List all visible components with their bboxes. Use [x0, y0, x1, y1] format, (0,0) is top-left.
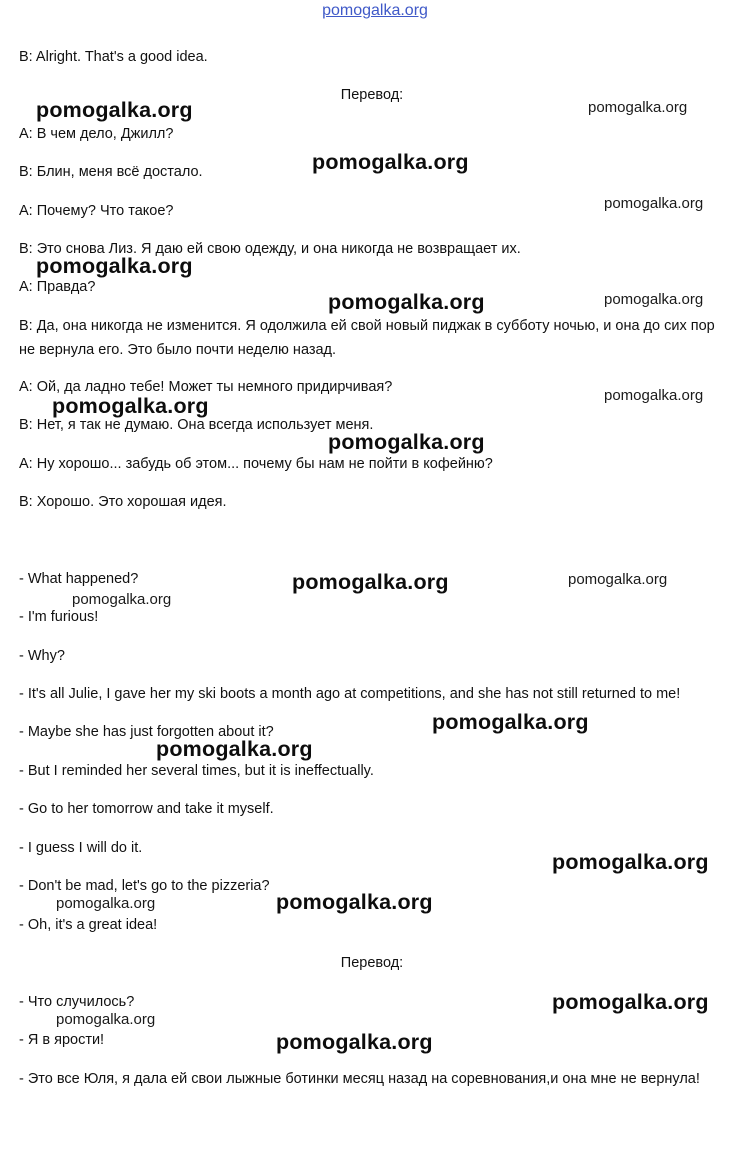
- dialogue-line: - Don't be mad, let's go to the pizzeria?: [19, 878, 270, 894]
- watermark: pomogalka.org: [36, 254, 193, 278]
- watermark: pomogalka.org: [328, 290, 485, 314]
- watermark: pomogalka.org: [156, 737, 313, 761]
- dialogue-line: - Go to her tomorrow and take it myself.: [19, 801, 274, 817]
- site-header-link[interactable]: pomogalka.org: [322, 2, 428, 19]
- dialogue-line: - Это все Юля, я дала ей свои лыжные ботинки месяц назад на соревнования,и она мне не вернула!: [19, 1071, 700, 1087]
- dialogue-line: A: Ну хорошо... забудь об этом... почему бы нам не пойти в кофейню?: [19, 456, 493, 472]
- watermark: pomogalka.org: [552, 990, 709, 1014]
- dialogue-line: B: Это снова Лиз. Я даю ей свою одежду, и она никогда не возвращает их.: [19, 241, 521, 257]
- dialogue-line: - It's all Julie, I gave her my ski boots a month ago at competitions, and she has not still returned to me!: [19, 686, 681, 702]
- watermark: pomogalka.org: [432, 710, 589, 734]
- dialogue-line: A: Почему? Что такое?: [19, 203, 174, 219]
- dialogue-line: - I guess I will do it.: [19, 840, 143, 856]
- translation-heading: Перевод:: [340, 87, 404, 103]
- dialogue-line: B: Нет, я так не думаю. Она всегда использует меня.: [19, 417, 374, 433]
- dialogue-line: A: Ой, да ладно тебе! Может ты немного придирчивая?: [19, 379, 393, 395]
- watermark: pomogalka.org: [588, 99, 688, 116]
- dialogue-line: - I'm furious!: [19, 609, 99, 625]
- watermark: pomogalka.org: [604, 291, 704, 308]
- watermark: pomogalka.org: [552, 850, 709, 874]
- dialogue-line: - But I reminded her several times, but it is ineffectually.: [19, 763, 374, 779]
- dialogue-line: B: Блин, меня всё достало.: [19, 164, 203, 180]
- watermark: pomogalka.org: [292, 570, 449, 594]
- watermark: pomogalka.org: [56, 895, 156, 912]
- watermark: pomogalka.org: [52, 394, 209, 418]
- dialogue-line: - Oh, it's a great idea!: [19, 917, 158, 933]
- dialogue-line: B: Хорошо. Это хорошая идея.: [19, 494, 227, 510]
- dialogue-line: - What happened?: [19, 571, 139, 587]
- watermark: pomogalka.org: [276, 1030, 433, 1054]
- dialogue-line: A: Правда?: [19, 279, 96, 295]
- watermark: pomogalka.org: [36, 98, 193, 122]
- watermark: pomogalka.org: [568, 571, 668, 588]
- watermark: pomogalka.org: [276, 890, 433, 914]
- dialogue-line: - Maybe she has just forgotten about it?: [19, 724, 274, 740]
- dialogue-line: B: Да, она никогда не изменится. Я одолжила ей свой новый пиджак в субботу ночью, и она до сих пор не вернула его. Это было почти неделю назад.: [19, 318, 715, 358]
- dialogue-line: - Что случилось?: [19, 994, 135, 1010]
- watermark: pomogalka.org: [312, 150, 469, 174]
- dialogue-line: A: В чем дело, Джилл?: [19, 126, 174, 142]
- watermark: pomogalka.org: [328, 430, 485, 454]
- dialogue-line: B: Alright. That's a good idea.: [19, 49, 208, 65]
- watermark: pomogalka.org: [72, 591, 172, 608]
- watermark: pomogalka.org: [604, 387, 704, 404]
- dialogue-line: - Why?: [19, 648, 65, 664]
- translation-heading: Перевод:: [340, 955, 404, 971]
- watermark: pomogalka.org: [604, 195, 704, 212]
- watermark: pomogalka.org: [56, 1011, 156, 1028]
- dialogue-line: - Я в ярости!: [19, 1032, 105, 1048]
